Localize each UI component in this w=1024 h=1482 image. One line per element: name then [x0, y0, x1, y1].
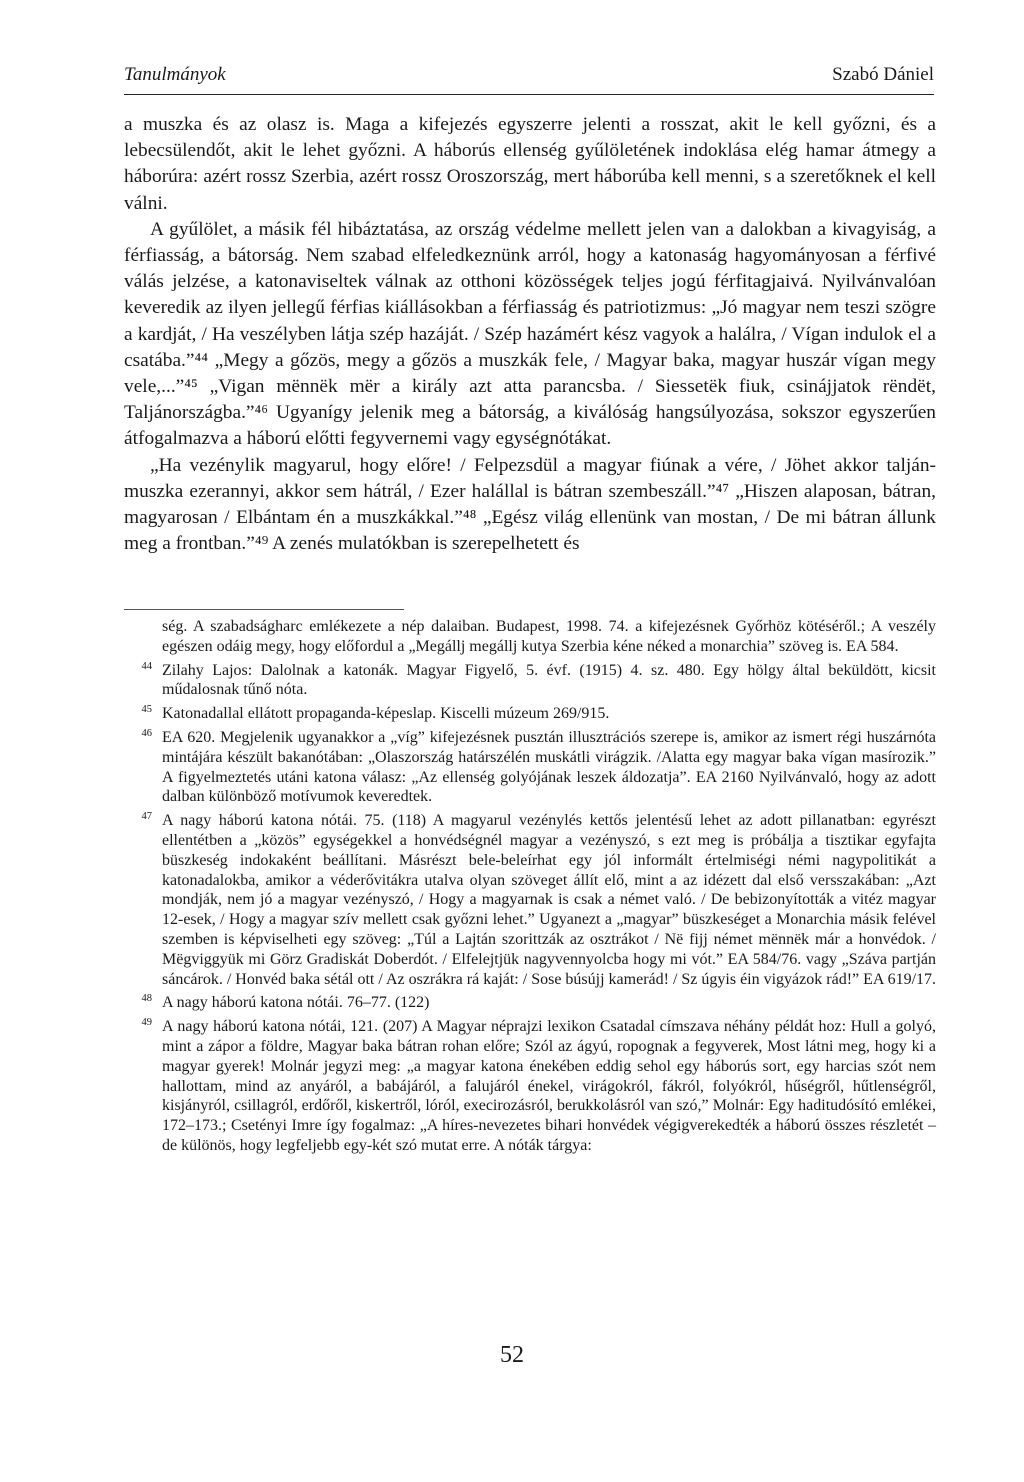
footnote-number: 44: [141, 660, 152, 672]
footnote: [124, 704, 936, 724]
footnote-text: Katonadallal ellátott propaganda-képeslap. Kiscelli múzeum 269/915.: [162, 705, 610, 723]
footnote-text: EA 620. Megjelenik ugyanakkor a „víg” kifejezésnek pusztán illusztrációs szerepe is, amikor az ismert régi huszárnóta mintájára készült bakanótában: „Olaszország határszélén muskátli virágzik. /Alatta egy magyar baka vígan masírozik.” A figyelmeztetés utáni katona válasz: „Az ellenség golyójának leszek áldozatja”. EA 2160 Nyilvánvaló, hogy az adott dalban különböző motívumok keveredtek.: [162, 728, 936, 806]
footnote: [124, 617, 936, 657]
footnote-number: 46: [141, 727, 152, 739]
footnotes: [124, 617, 936, 1160]
header-section-title: Tanulmányok: [124, 64, 226, 85]
footnote-text: Zilahy Lajos: Dalolnak a katonák. Magyar Figyelő, 5. évf. (1915) 4. sz. 480. Egy hölgy által beküldött, kicsit műdalosnak tűnő nóta.: [162, 661, 936, 699]
footnote-text: A nagy háború katona nótái. 76–77. (122): [162, 994, 430, 1012]
footnote: [124, 728, 936, 807]
footnote-number: 45: [141, 704, 152, 716]
footnote-number: 49: [141, 1017, 152, 1029]
paragraph: „Ha vezénylik magyarul, hogy előre! / Felpezsdül a magyar fiúnak a vére, / Jöhet akkor talján-muszka ezerannyi, akkor sem hátrál, / Ezer halállal is bátran szembeszáll.”⁴⁷ „Hiszen alaposan, bátran, magyarosan / Elbántam én a muszkákkal.”⁴⁸ „Egész világ ellenünk van mostan, / De mi bátran állunk meg a frontban.”⁴⁹ A zenés mulatókban is szerepelhetett és: [124, 454, 936, 555]
footnote-number: 47: [141, 811, 152, 823]
footnote: [124, 993, 936, 1013]
footnote-text: ség. A szabadságharc emlékezete a nép dalaiban. Budapest, 1998. 74. a kifejezésnek Győrhöz kötéséről.; A veszély egészen odáig megy, hogy előfordul a „Megállj megállj kutya Szerbia kéne néked a monarchia” szöveg is. EA 584.: [162, 618, 936, 655]
footnote-divider: [124, 609, 404, 610]
main-text: [124, 112, 936, 557]
header-divider: [124, 94, 934, 95]
paragraph: A gyűlölet, a másik fél hibáztatása, az ország védelme mellett jelen van a dalokban a kivagyiság, a férfiasság, a bátorság. Nem szabad elfeledkeznünk arról, hogy a katonaság hagyományosan a férfivé válás jelzése, a katonaviseltek válnak az otthoni közösségek teljes jogú férfitagjaivá. Nyilvánvalóan keveredik az ilyen jellegű férfias kiállásokban a férfiasság és patriotizmus: „Jó magyar nem teszi szögre a kardját, / Ha veszélyben látja szép hazáját. / Szép hazámért kész vagyok a halálra, / Vígan indulok el a csatába.”⁴⁴ „Megy a gőzös, megy a gőzös a muszkák fele, / Magyar baka, magyar huszár vígan megy vele,...”⁴⁵ „Vigan mënnëk mër a király azt atta parancsba. / Siessetëk fiuk, csinájjatok rëndët, Taljánországba.”⁴⁶ Ugyanígy jelenik meg a bátorság, a kiválóság hangsúlyozása, sokszor egyszerűen átfogalmazva a háború előtti fegyvernemi vagy egységnótákat.: [124, 218, 936, 450]
footnote-text: A nagy háború katona nótái. 75. (118) A magyarul vezénylés kettős jelentésű lehet az adott pillanatban: egyrészt ellentétben a „közös” egységekkel a honvédségnél magyar a vezényszó, s ezt meg is próbálja a tisztikar egyfajta büszkeség indokaként beállítani. Másrészt bele-beleírhat egy jól informált értelmiségi némi nagypolitikát a katonadalokba, amikor a véderővitákra utalva olyan szöveget állít elő, mint a az idézett dal első versszakában: „Azt mondják, nem jó a magyar vezényszó, / Hogy a magyarnak is csak a német való. / De bebizonyították a vitéz magyar 12-esek, / Hogy a magyar szív mellett csak győzni lehet.” Ugyanezt a „magyar” büszkeséget a Monarchia másik felével szemben is képviselheti egy szöveg: „Túl a Lajtán szorittzák az osztrákot / Në fijj német mënnëk már a honvédok. / Mëgviggyük mi Görz Gradiskát Doberdót. / Elfelejtjük nagyvennyolcba hogy mi vót.” EA 584/76. vagy „Száva partján sáncárok. / Honvéd baka sétál ott / Az oszrákra rá kaját: / Sose búsújj kamerád! / Sz úgyis éin vigyázok rád!” EA 619/17.: [162, 812, 937, 988]
footnote-text: A nagy háború katona nótái, 121. (207) A Magyar néprajzi lexikon Csatadal címszava néhány példát hoz: Hull a golyó, mint a zápor a földre, Magyar baka bátran rohan előre; Szól az ágyú, ropognak a fegyverek, Most látni meg, hogy ki a magyar gyerek! Molnár jegyzi meg: „a magyar katona énekében eddig sehol egy háborús sort, egy harcias szót nem hallottam, mind az anyáról, a babájáról, a falujáról énekel, virágokról, fákról, folyókról, hűségről, hűtlenségről, kisjányról, csillagról, erdőről, kiskertről, lóról, execirozásról, berukkolásról van szó,” Molnár: Egy haditudósító emlékei, 172–173.; Csetényi Imre így fogalmaz: „A híres-nevezetes bihari honvédek végigverekedték a háború összes részletét – de különös, hogy legfeljebb egy-két szó mutat erre. A nóták tárgya:: [162, 1018, 936, 1154]
footnote: [124, 811, 936, 989]
running-header: [124, 64, 934, 94]
footnote: [124, 661, 936, 701]
footnote-number: 48: [141, 993, 152, 1005]
header-author: Szabó Dániel: [832, 64, 934, 85]
page-number: 52: [500, 1342, 524, 1368]
paragraph: a muszka és az olasz is. Maga a kifejezés egyszerre jelenti a rosszat, akit le kell győzni, és a lebecsülendőt, akit le lehet győzni. A háborús ellenség gyűlöletének indoklása elég hamar átmegy a háborúra: azért rossz Szerbia, azért rossz Oroszország, mert háborúba kell menni, s a szeretőknek el kell válni.: [124, 114, 936, 214]
footnote: [124, 1017, 936, 1156]
